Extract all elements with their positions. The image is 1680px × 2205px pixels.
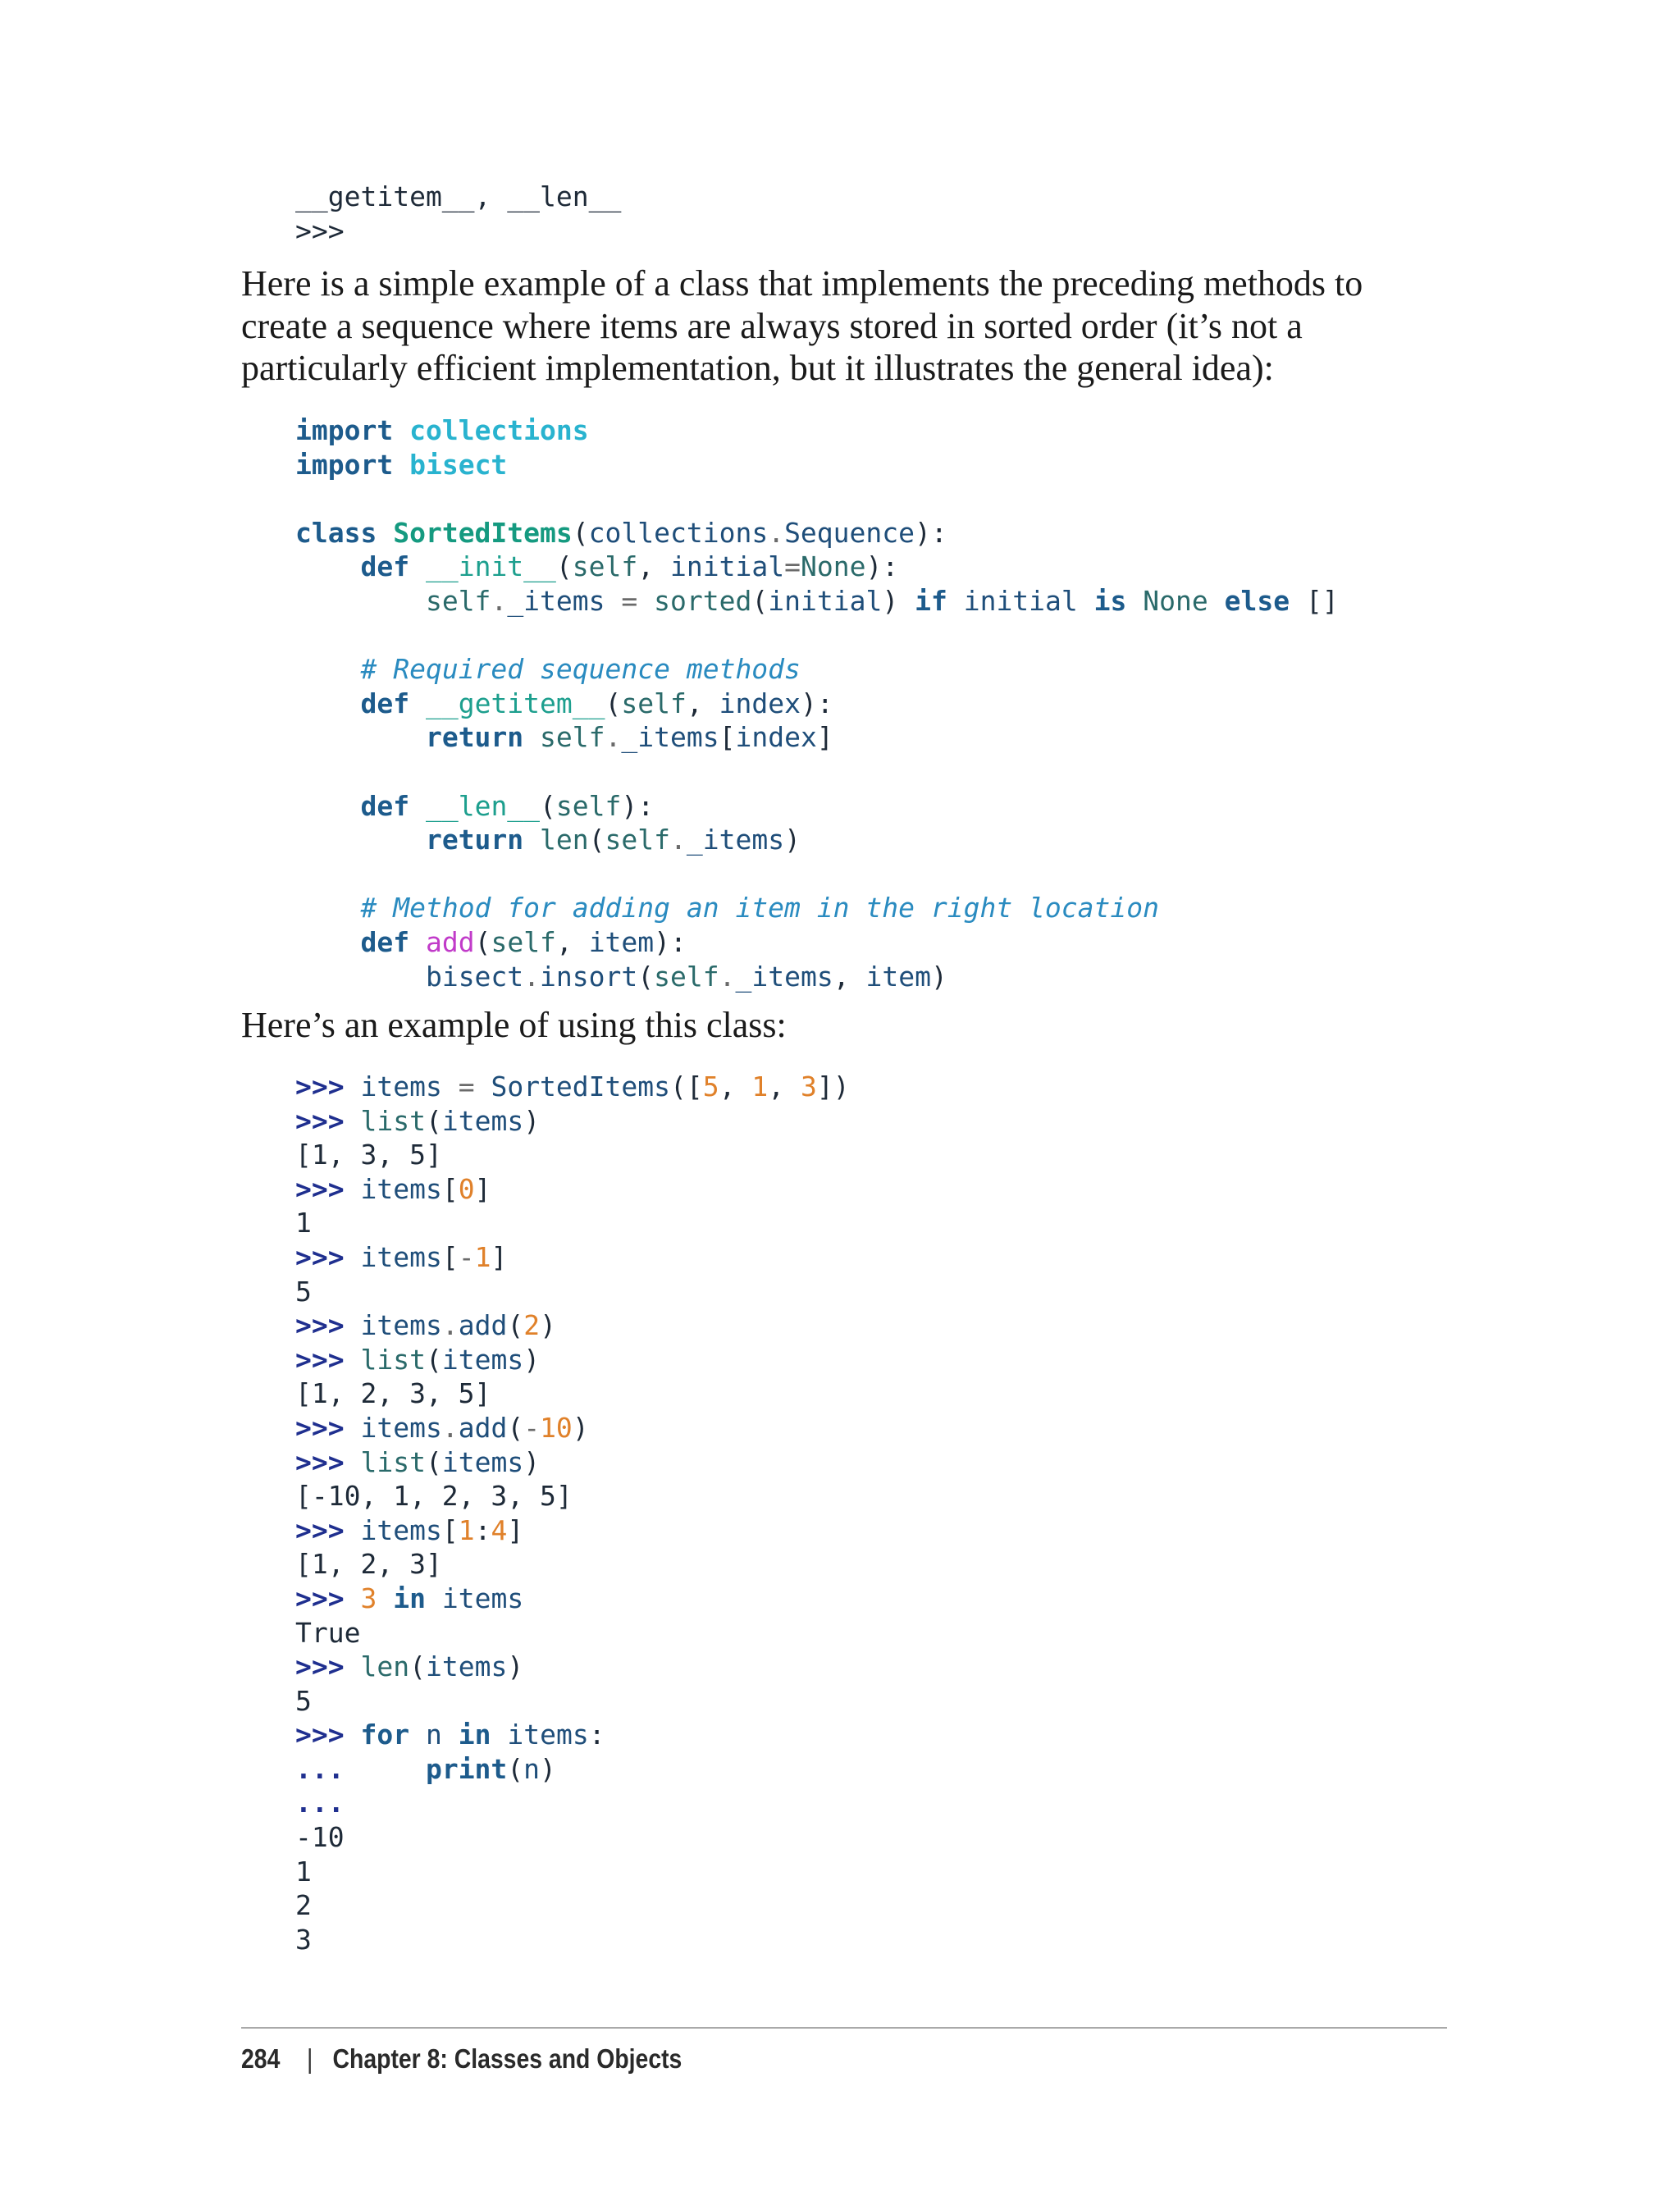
code-line: [295, 652, 1339, 687]
code-token: 3: [360, 1582, 377, 1614]
code-token: [295, 790, 360, 822]
code-token: bisect: [425, 960, 524, 993]
code-token: n: [425, 1719, 442, 1751]
code-line: [295, 1752, 850, 1787]
code-token: 5: [295, 1275, 312, 1308]
code-line: [295, 1104, 850, 1139]
code-token: items: [360, 1513, 442, 1546]
code-token: (: [409, 1650, 426, 1683]
code-line: [295, 1206, 850, 1240]
code-token: None: [800, 550, 866, 583]
code-line: [295, 823, 1339, 857]
code-token: initial: [963, 584, 1078, 617]
code-token: .: [523, 960, 541, 993]
code-token: items: [425, 1650, 508, 1683]
code-line: [295, 1684, 850, 1719]
page-number: 284: [241, 2043, 281, 2074]
code-token: class: [295, 516, 377, 549]
code-token: ):: [915, 516, 947, 549]
code-token: [345, 1105, 361, 1137]
code-token: [1, 3, 5]: [295, 1139, 442, 1171]
code-token: [1, 2, 3, 5]: [295, 1377, 491, 1410]
code-token: 4: [491, 1513, 508, 1546]
code-token: self: [572, 550, 638, 583]
code-token: [345, 1309, 361, 1341]
code-line: [295, 550, 1339, 584]
code-token: >>>: [295, 1172, 345, 1205]
code-line: [295, 1308, 850, 1343]
code-token: add: [458, 1309, 508, 1342]
code-line: [295, 1650, 850, 1684]
code-token: [1, 2, 3]: [295, 1548, 442, 1581]
code-token: def: [360, 789, 410, 822]
code-line: [295, 720, 1339, 755]
code-token: >>>: [295, 1513, 345, 1546]
code-token: items: [360, 1411, 442, 1444]
code-token: items: [360, 1240, 442, 1273]
code-token: ]): [816, 1071, 850, 1102]
code-token: SortedItems: [393, 516, 573, 549]
code-token: (: [588, 824, 605, 856]
code-token: (: [507, 1411, 524, 1444]
code-token: _items: [507, 584, 605, 617]
code-token: __getitem__: [425, 687, 605, 719]
code-line: [295, 1479, 850, 1513]
code-token: [475, 1071, 491, 1102]
code-token: [345, 1173, 361, 1205]
code-token: for: [360, 1719, 410, 1751]
code-line: [295, 516, 1339, 550]
code-token: [409, 550, 426, 582]
code-token: ): [523, 1445, 541, 1478]
code-token: index: [719, 687, 801, 719]
code-token: def: [360, 925, 410, 958]
code-token: >>>: [295, 1343, 345, 1376]
code-token: ): [882, 584, 915, 617]
code-token: len: [540, 824, 589, 856]
code-token: [345, 1446, 361, 1478]
code-token: .: [768, 516, 785, 549]
code-token: import: [295, 414, 394, 446]
code-token: (: [605, 687, 622, 719]
code-token: >>>: [295, 1104, 345, 1137]
code-token: collections: [409, 414, 589, 446]
code-token: __getitem__, __len__: [295, 180, 622, 212]
code-line: [295, 789, 1339, 824]
code-token: (: [425, 1104, 442, 1137]
code-token: [: [441, 1172, 459, 1205]
code-line: [295, 1923, 850, 1957]
code-token: (: [572, 516, 589, 549]
code-token: (: [507, 1309, 524, 1342]
code-token: ): [523, 1343, 541, 1376]
code-token: [345, 1241, 361, 1273]
code-token: >>>: [295, 1582, 345, 1614]
code-block-header-methods: [295, 180, 621, 248]
code-token: [1126, 585, 1143, 617]
code-token: ): [540, 1752, 556, 1785]
code-token: ]: [507, 1513, 524, 1546]
code-token: in: [458, 1719, 491, 1751]
code-token: else: [1224, 584, 1290, 617]
usage-paragraph: Here’s an example of using this class:: [241, 1005, 787, 1045]
code-line: [295, 1411, 850, 1445]
code-token: [295, 687, 360, 719]
code-token: 1: [295, 1207, 312, 1239]
code-token: self: [654, 960, 719, 993]
code-token: ,: [768, 1071, 801, 1102]
chapter-title: Chapter 8: Classes and Objects: [332, 2043, 682, 2074]
code-token: ,: [719, 1071, 752, 1102]
code-token: items: [441, 1343, 524, 1376]
code-token: [295, 892, 360, 924]
code-token: # Method for adding an item in the right location: [360, 892, 1160, 924]
code-token: [1078, 585, 1094, 617]
code-token: in: [393, 1582, 426, 1614]
code-token: items: [360, 1309, 442, 1342]
code-line: [295, 925, 1339, 960]
code-token: (: [555, 550, 573, 583]
code-token: collections: [588, 516, 769, 549]
code-token: list: [360, 1445, 426, 1478]
code-token: list: [360, 1104, 426, 1137]
code-token: [637, 585, 654, 617]
code-line: [295, 1513, 850, 1548]
code-token: -10: [295, 1821, 345, 1854]
code-block-sorteditems-class: [295, 413, 1339, 993]
code-line: [295, 413, 1339, 448]
code-token: initial: [768, 584, 883, 617]
code-token: list: [360, 1343, 426, 1376]
code-token: [409, 790, 426, 822]
code-token: ...: [295, 1752, 345, 1785]
code-token: (: [425, 1343, 442, 1376]
code-token: ): [507, 1650, 524, 1683]
code-line: [295, 857, 1339, 892]
code-token: index: [735, 721, 817, 754]
code-token: ):: [800, 687, 833, 719]
code-token: [: [441, 1240, 459, 1273]
code-token: # Required sequence methods: [360, 653, 801, 686]
code-token: []: [1290, 584, 1339, 617]
code-token: items: [507, 1719, 589, 1751]
code-token: return: [425, 824, 524, 856]
code-token: >>>: [295, 1650, 345, 1683]
code-token: 2: [295, 1889, 312, 1922]
code-token: self: [491, 925, 556, 958]
code-token: =: [621, 584, 638, 617]
code-token: ): [540, 1309, 556, 1342]
code-token: ]: [474, 1172, 491, 1205]
code-token: n: [523, 1752, 541, 1785]
code-token: def: [360, 687, 410, 719]
code-line: [295, 1718, 850, 1752]
code-token: [295, 824, 426, 856]
code-token: 5: [295, 1684, 312, 1717]
code-token: items: [360, 1071, 442, 1102]
code-token: __len__: [425, 789, 541, 822]
code-token: [295, 961, 426, 993]
code-token: (: [425, 1445, 442, 1478]
code-token: [345, 1719, 361, 1751]
code-token: insort: [540, 960, 638, 993]
code-token: :: [474, 1513, 491, 1546]
code-token: ): [572, 1411, 589, 1444]
code-token: True: [295, 1616, 361, 1649]
code-token: items: [360, 1172, 442, 1205]
code-token: 1: [458, 1513, 475, 1546]
code-token: [426, 1582, 442, 1614]
code-token: item: [588, 925, 655, 958]
code-token: .: [670, 824, 687, 856]
code-token: [393, 414, 409, 446]
code-token: [345, 1514, 361, 1546]
code-line: [295, 1445, 850, 1480]
code-token: =: [458, 1071, 475, 1102]
code-line: [295, 1888, 850, 1923]
code-token: [345, 1412, 361, 1444]
code-token: .: [491, 584, 508, 617]
code-token: (: [540, 789, 556, 822]
code-line: [295, 960, 1339, 994]
code-line: [295, 482, 1339, 516]
code-token: ,: [637, 550, 671, 583]
code-token: [-10, 1, 2, 3, 5]: [295, 1480, 573, 1513]
code-token: [345, 1344, 361, 1376]
intro-paragraph: Here is a simple example of a class that implements the preceding methods to create a sequence where items are always stored in sorted order (it’s not a particularly efficient implementation, but it illustrates the general idea):: [241, 263, 1363, 388]
code-token: Sequence: [784, 516, 915, 549]
code-token: None: [1143, 584, 1208, 617]
code-token: 3: [801, 1071, 817, 1102]
code-line: [295, 180, 621, 214]
code-token: 5: [702, 1071, 719, 1102]
code-token: [523, 721, 540, 753]
code-line: [295, 1070, 850, 1104]
code-token: _items: [735, 960, 833, 993]
code-token: [409, 926, 426, 958]
code-token: sorted: [654, 584, 752, 617]
code-line: [295, 687, 1339, 721]
code-token: ,: [686, 687, 719, 719]
code-token: def: [360, 550, 410, 583]
code-token: ,: [833, 960, 866, 993]
code-token: [345, 1650, 361, 1682]
code-line: [295, 1616, 850, 1650]
code-token: SortedItems: [491, 1071, 670, 1102]
code-token: if: [915, 584, 947, 617]
code-token: ): [784, 824, 801, 856]
code-token: import: [295, 448, 394, 481]
code-token: [295, 721, 426, 753]
code-token: [393, 449, 409, 481]
code-token: [377, 517, 393, 549]
code-token: (: [507, 1752, 524, 1785]
code-token: print: [425, 1752, 508, 1785]
footer-separator: |: [307, 2043, 313, 2074]
code-token: [: [719, 721, 736, 754]
code-token: [409, 1719, 426, 1751]
code-token: self: [540, 721, 605, 754]
code-token: self: [555, 789, 622, 822]
code-token: [345, 1582, 361, 1614]
code-line: [295, 448, 1339, 482]
code-token: (: [637, 960, 655, 993]
code-token: 1: [474, 1240, 491, 1273]
code-token: [442, 1719, 459, 1751]
code-token: add: [425, 925, 475, 958]
code-token: items: [441, 1445, 524, 1478]
code-token: .: [441, 1309, 459, 1342]
code-token: >>>: [295, 1411, 345, 1444]
code-line: [295, 1240, 850, 1275]
code-token: ,: [555, 925, 589, 958]
code-token: self: [605, 824, 671, 856]
code-token: [345, 1071, 361, 1102]
code-line: [295, 619, 1339, 653]
code-token: bisect: [409, 448, 508, 481]
code-token: 10: [540, 1411, 573, 1444]
code-token: [: [441, 1513, 459, 1546]
code-token: [1208, 585, 1225, 617]
code-token: >>>: [295, 1240, 345, 1273]
code-token: __init__: [425, 550, 556, 583]
code-token: ]: [491, 1240, 508, 1273]
code-token: ...: [295, 1787, 345, 1819]
code-token: .: [441, 1411, 459, 1444]
code-line: [295, 1855, 850, 1889]
code-token: [295, 585, 426, 617]
code-token: self: [425, 584, 491, 617]
code-line: [295, 1820, 850, 1855]
code-token: >>>: [295, 1309, 345, 1342]
code-token: 0: [458, 1172, 475, 1205]
code-token: 1: [295, 1855, 312, 1888]
footer-rule: [241, 2027, 1447, 2029]
code-token: 2: [523, 1309, 541, 1342]
code-token: len: [360, 1650, 410, 1683]
code-token: .: [719, 960, 736, 993]
code-token: [409, 687, 426, 719]
code-token: [295, 550, 360, 582]
code-token: ):: [621, 789, 655, 822]
code-token: is: [1093, 584, 1127, 617]
page-footer: [241, 2034, 682, 2084]
code-line: [295, 214, 621, 249]
code-token: [377, 1582, 393, 1614]
code-token: [295, 926, 360, 958]
code-token: _items: [621, 721, 719, 754]
code-line: [295, 891, 1339, 925]
code-token: return: [425, 721, 524, 754]
code-token: ]: [816, 721, 833, 754]
code-line: [295, 1376, 850, 1411]
code-token: =: [784, 550, 801, 583]
code-line: [295, 1582, 850, 1616]
code-token: ):: [654, 925, 687, 958]
code-line: [295, 1786, 850, 1820]
code-token: 1: [751, 1071, 769, 1102]
code-token: ):: [865, 550, 899, 583]
code-token: >>>: [295, 214, 345, 247]
code-token: [523, 824, 540, 856]
code-token: -: [523, 1411, 541, 1444]
code-token: :: [588, 1719, 605, 1751]
code-token: (: [751, 584, 769, 617]
code-token: add: [458, 1411, 508, 1444]
code-token: [947, 585, 964, 617]
code-token: ): [523, 1104, 541, 1137]
code-line: [295, 1547, 850, 1582]
code-token: >>>: [295, 1719, 345, 1751]
code-line: [295, 1275, 850, 1309]
code-token: 3: [295, 1923, 312, 1956]
code-line: [295, 755, 1339, 789]
code-line: [295, 1343, 850, 1377]
code-token: items: [441, 1582, 524, 1614]
code-token: .: [605, 721, 622, 754]
code-token: _items: [686, 824, 785, 856]
code-block-usage-session: [295, 1070, 850, 1956]
code-token: >>>: [295, 1071, 345, 1102]
code-token: ([: [670, 1071, 703, 1102]
code-token: items: [441, 1104, 524, 1137]
code-token: [442, 1071, 459, 1102]
code-token: (: [474, 925, 491, 958]
code-token: initial: [670, 550, 785, 583]
code-token: [605, 585, 622, 617]
code-token: [491, 1719, 507, 1751]
code-line: [295, 1172, 850, 1207]
code-token: item: [865, 960, 931, 993]
code-token: [345, 1753, 426, 1785]
code-token: ): [930, 960, 947, 993]
code-line: [295, 1138, 850, 1172]
code-token: -: [458, 1240, 475, 1273]
code-token: >>>: [295, 1445, 345, 1478]
code-token: self: [621, 687, 687, 719]
code-token: [295, 653, 360, 685]
code-line: [295, 584, 1339, 619]
